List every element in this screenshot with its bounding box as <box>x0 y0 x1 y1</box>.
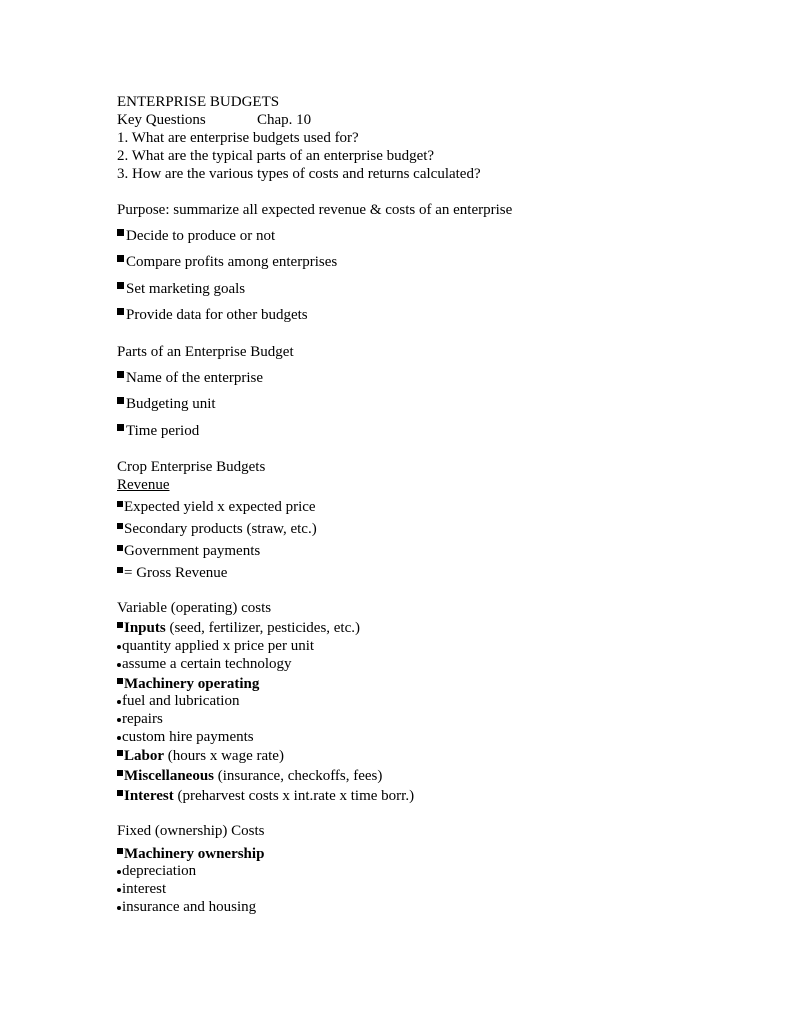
square-bullet-icon <box>117 523 123 529</box>
round-bullet-icon <box>117 736 121 740</box>
round-bullet-icon <box>117 645 121 649</box>
fixed-item-machinery: Machinery ownership <box>117 845 264 863</box>
chapter-label: Chap. 10 <box>257 112 312 128</box>
square-bullet-icon <box>117 790 123 796</box>
variable-item-labor: Labor (hours x wage rate) <box>117 747 284 765</box>
square-bullet-icon <box>117 622 123 628</box>
parts-item: Name of the enterprise <box>117 369 263 387</box>
variable-item-machinery: Machinery operating <box>117 675 259 693</box>
key-questions-line <box>117 111 311 129</box>
fixed-sub-item: insurance and housing <box>117 898 256 916</box>
square-bullet-icon <box>117 545 123 551</box>
square-bullet-icon <box>117 750 123 756</box>
question-3: 3. How are the various types of costs and returns calculated? <box>117 166 481 182</box>
revenue-item: Secondary products (straw, etc.) <box>117 520 317 538</box>
machinery-sub-item: repairs <box>117 710 163 728</box>
revenue-label: Revenue <box>117 477 170 493</box>
round-bullet-icon <box>117 700 121 704</box>
machinery-sub-item: custom hire payments <box>117 728 254 746</box>
round-bullet-icon <box>117 718 121 722</box>
variable-heading: Variable (operating) costs <box>117 600 272 616</box>
inputs-sub-item: quantity applied x price per unit <box>117 637 314 655</box>
fixed-sub-item: depreciation <box>117 862 196 880</box>
revenue-item: = Gross Revenue <box>117 564 227 582</box>
revenue-item: Government payments <box>117 542 260 560</box>
machinery-sub-item: fuel and lubrication <box>117 692 239 710</box>
variable-item-misc: Miscellaneous (insurance, checkoffs, fees) <box>117 767 382 785</box>
round-bullet-icon <box>117 888 121 892</box>
purpose-heading: Purpose: summarize all expected revenue & costs of an enterprise <box>117 202 513 218</box>
round-bullet-icon <box>117 870 121 874</box>
key-questions-label: Key Questions <box>117 112 206 128</box>
square-bullet-icon <box>117 567 123 573</box>
round-bullet-icon <box>117 906 121 910</box>
square-bullet-icon <box>117 282 124 289</box>
purpose-item: Decide to produce or not <box>117 227 275 245</box>
square-bullet-icon <box>117 397 124 404</box>
inputs-sub-item: assume a certain technology <box>117 655 292 673</box>
square-bullet-icon <box>117 308 124 315</box>
parts-item: Time period <box>117 422 199 440</box>
parts-item: Budgeting unit <box>117 395 216 413</box>
question-1: 1. What are enterprise budgets used for? <box>117 130 359 146</box>
square-bullet-icon <box>117 678 123 684</box>
square-bullet-icon <box>117 501 123 507</box>
revenue-item: Expected yield x expected price <box>117 498 316 516</box>
square-bullet-icon <box>117 770 123 776</box>
parts-heading: Parts of an Enterprise Budget <box>117 344 294 360</box>
purpose-item: Compare profits among enterprises <box>117 253 337 271</box>
variable-item-interest: Interest (preharvest costs x int.rate x time borr.) <box>117 787 414 805</box>
fixed-sub-item: interest <box>117 880 166 898</box>
purpose-item: Provide data for other budgets <box>117 306 308 324</box>
variable-item-inputs: Inputs (seed, fertilizer, pesticides, etc.) <box>117 619 360 637</box>
square-bullet-icon <box>117 371 124 378</box>
round-bullet-icon <box>117 663 121 667</box>
fixed-heading: Fixed (ownership) Costs <box>117 823 265 839</box>
square-bullet-icon <box>117 255 124 262</box>
square-bullet-icon <box>117 848 123 854</box>
purpose-item: Set marketing goals <box>117 280 245 298</box>
crop-heading: Crop Enterprise Budgets <box>117 459 266 475</box>
document-title: ENTERPRISE BUDGETS <box>117 94 280 110</box>
square-bullet-icon <box>117 424 124 431</box>
question-2: 2. What are the typical parts of an enterprise budget? <box>117 148 435 164</box>
square-bullet-icon <box>117 229 124 236</box>
